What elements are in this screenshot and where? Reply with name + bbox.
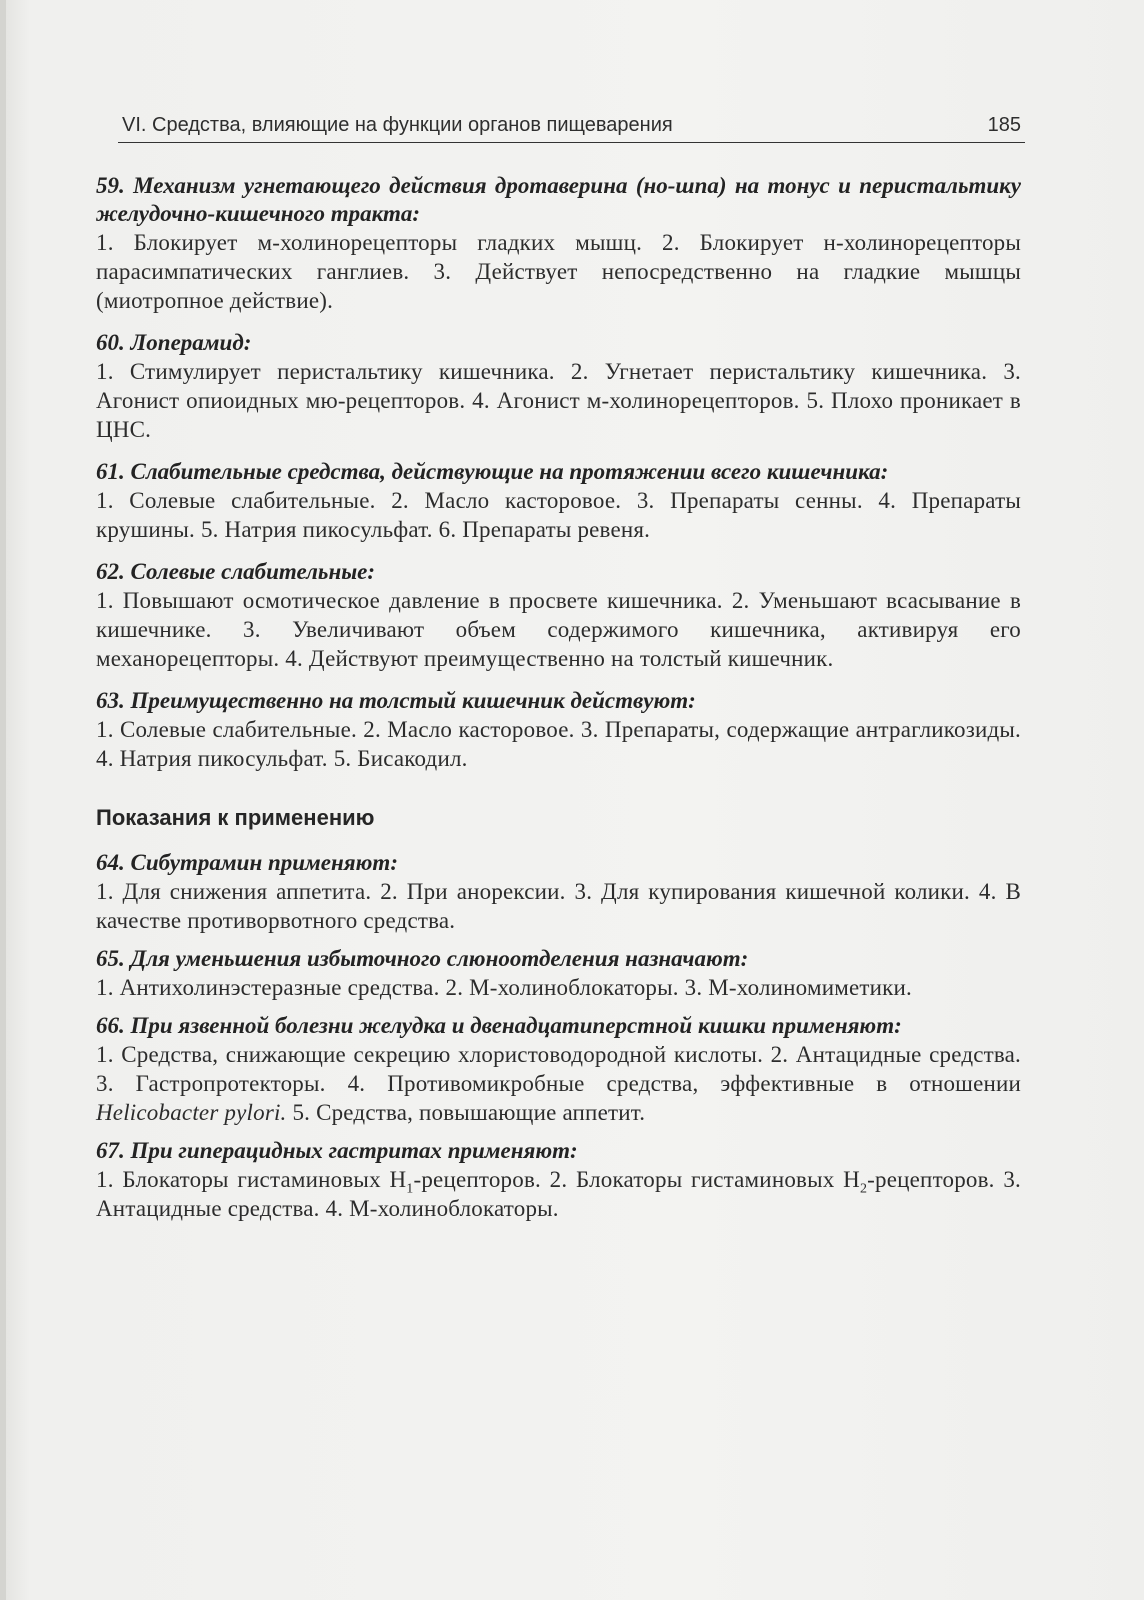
question-text: Механизм угнетающего действия дротаверина (но-шпа) на тонус и перистальтику желудочно-кишечного тракта: bbox=[96, 173, 1022, 226]
question-number: 62. bbox=[96, 559, 125, 584]
answer-options: 1. Стимулирует перистальтику кишечника. 2. Угнетает перистальтику кишечника. 3. Агонист опиоидных мю-рецепторов. 4. Агонист м-холинорецепторов. 5. Плохо проникает в ЦНС. bbox=[96, 359, 1021, 442]
question-text: При язвенной болезни желудка и двенадцатиперстной кишки применяют: bbox=[130, 1013, 902, 1038]
question-59 bbox=[96, 172, 1021, 315]
question-text: При гиперацидных гастритах применяют: bbox=[130, 1138, 578, 1163]
question-title bbox=[96, 1137, 1021, 1165]
subscript: 2 bbox=[859, 1181, 868, 1197]
answer-options: 1. Солевые слабительные. 2. Масло касторовое. 3. Препараты, содержащие антрагликозиды. 4. Натрия пикосульфат. 5. Бисакодил. bbox=[96, 717, 1021, 771]
question-66 bbox=[96, 1012, 1021, 1127]
question-title bbox=[96, 458, 1021, 486]
question-number: 67. bbox=[96, 1138, 125, 1163]
question-61 bbox=[96, 458, 1021, 544]
answer-options: 1. Для снижения аппетита. 2. При анорексии. 3. Для купирования кишечной колики. 4. В качестве противорвотного средства. bbox=[96, 879, 1021, 933]
answer-text: 1. Средства, снижающие секрецию хлористоводородной кислоты. 2. Антацидные средства. 3. Гастропротекторы. 4. Противомикробные средства, эффективные в отношении bbox=[96, 1042, 1021, 1096]
question-text: Слабительные средства, действующие на протяжении всего кишечника: bbox=[130, 459, 889, 484]
question-64 bbox=[96, 849, 1021, 935]
question-title bbox=[96, 849, 1021, 877]
organism-name: Helicobacter pylori. bbox=[96, 1100, 287, 1125]
question-number: 63. bbox=[96, 688, 125, 713]
question-text: Сибутрамин применяют: bbox=[130, 850, 398, 875]
question-63 bbox=[96, 687, 1021, 773]
running-header bbox=[118, 112, 1025, 143]
answer-text: -рецепторов. 3. Антацидные средства. 4. М-холиноблокаторы. bbox=[96, 1167, 1021, 1221]
question-text: Преимущественно на толстый кишечник действуют: bbox=[130, 688, 696, 713]
question-number: 61. bbox=[96, 459, 125, 484]
answer-options bbox=[96, 1040, 1021, 1127]
answer-text: -рецепторов. 2. Блокаторы гистаминовых Н bbox=[413, 1167, 860, 1192]
answer-options bbox=[96, 1165, 1021, 1223]
question-title bbox=[96, 558, 1021, 586]
question-number: 66. bbox=[96, 1013, 125, 1038]
question-text: Солевые слабительные: bbox=[130, 559, 376, 584]
question-text: Для уменьшения избыточного слюноотделения назначают: bbox=[130, 946, 749, 971]
answer-text: 1. Блокаторы гистаминовых Н bbox=[96, 1167, 407, 1192]
subscript: 1 bbox=[406, 1181, 414, 1197]
question-number: 60. bbox=[96, 330, 125, 355]
answer-text: 5. Средства, повышающие аппетит. bbox=[292, 1100, 646, 1125]
question-number: 59. bbox=[96, 173, 125, 198]
running-title: VI. Средства, влияющие на функции органов пищеварения bbox=[122, 114, 673, 136]
question-title bbox=[96, 945, 1021, 973]
page-edge-shadow bbox=[0, 0, 6, 1600]
answer-options: 1. Антихолинэстеразные средства. 2. М-холиноблокаторы. 3. М-холиномиметики. bbox=[96, 975, 912, 1000]
question-number: 65. bbox=[96, 946, 125, 971]
question-60 bbox=[96, 329, 1021, 444]
section-heading: Показания к применению bbox=[96, 805, 375, 830]
question-title bbox=[96, 329, 1021, 357]
question-62 bbox=[96, 558, 1021, 673]
question-67 bbox=[96, 1137, 1021, 1223]
page-content bbox=[96, 172, 1021, 1233]
question-65 bbox=[96, 945, 1021, 1002]
question-title bbox=[96, 687, 1021, 715]
answer-options: 1. Солевые слабительные. 2. Масло касторовое. 3. Препараты сенны. 4. Препараты крушины. 5. Натрия пикосульфат. 6. Препараты ревеня. bbox=[96, 488, 1021, 542]
question-number: 64. bbox=[96, 850, 125, 875]
answer-options: 1. Блокирует м-холинорецепторы гладких мышц. 2. Блокирует н-холинорецепторы парасимпатических ганглиев. 3. Действует непосредственно на гладкие мышцы (миотропное действие). bbox=[96, 230, 1021, 313]
question-title bbox=[96, 1012, 1021, 1040]
answer-options: 1. Повышают осмотическое давление в просвете кишечника. 2. Уменьшают всасывание в кишечнике. 3. Увеличивают объем содержимого кишечника, активируя его механорецепторы. 4. Действуют преимущественно на толстый кишечник. bbox=[96, 588, 1021, 671]
page-number: 185 bbox=[987, 114, 1021, 136]
question-title bbox=[96, 172, 1021, 228]
question-text: Лоперамид: bbox=[130, 330, 252, 355]
